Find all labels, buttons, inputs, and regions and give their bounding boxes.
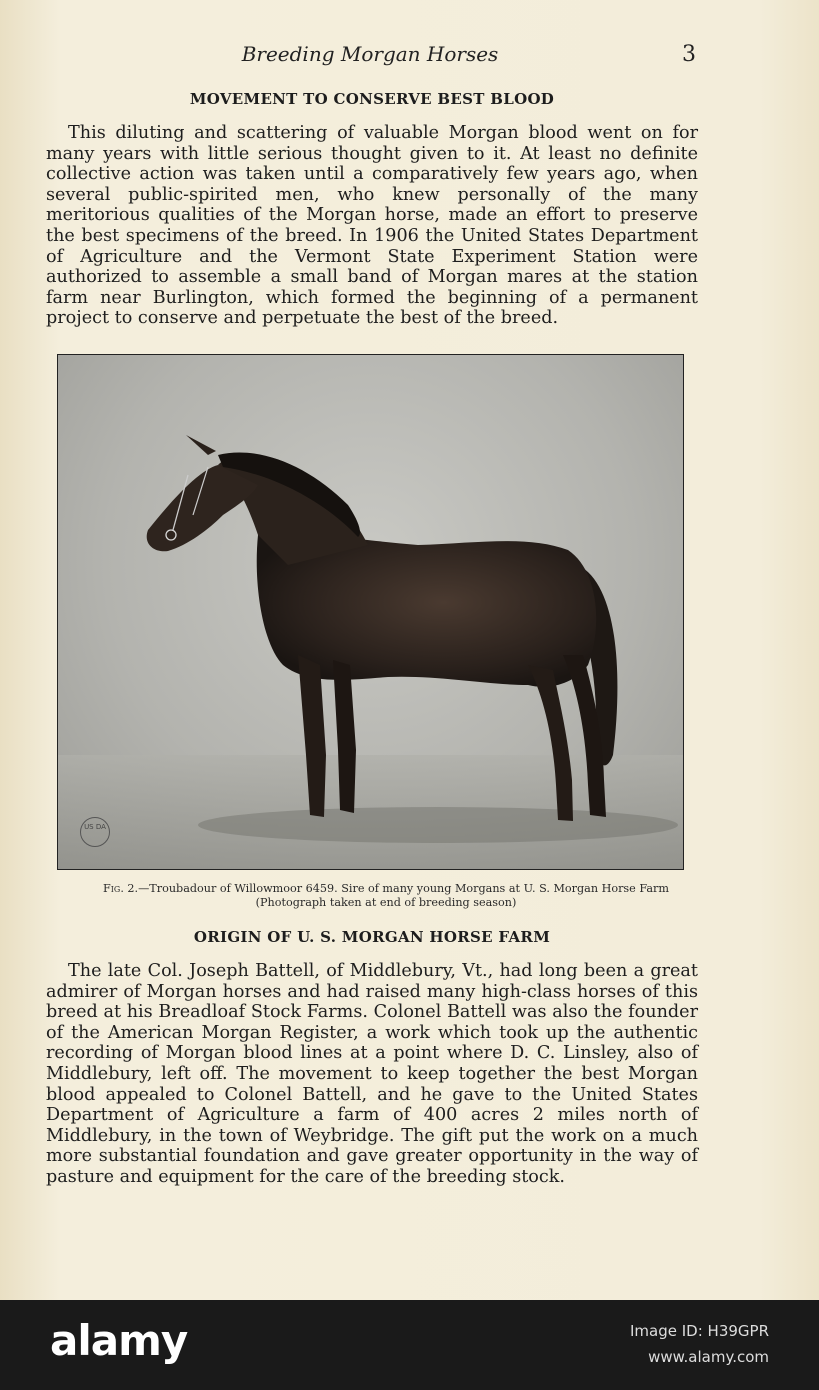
figure-caption-line1	[46, 882, 726, 895]
running-title: Breeding Morgan Horses	[241, 42, 499, 66]
usda-seal-icon: US DA	[80, 817, 110, 847]
figure-caption-line2: (Photograph taken at end of breeding season)	[255, 896, 517, 909]
paragraph-origin: The late Col. Joseph Battell, of Middlebury, Vt., had long been a great admirer of Morgan horses and had raised many high-class horses of this breed at his Breadloaf Stock Farms. Colonel Battell was also the founder of the American Morgan Register, a work which took up the authentic recording of Morgan blood lines at a point where D. C. Linsley, also of Middlebury, left off. The movement to keep together the best Morgan blood appealed to Colonel Battell, and he gave to the United States Department of Agriculture a farm of 400 acres 2 miles north of Middlebury, in the town of Weybridge. The gift put the work on a much more substantial foundation and gave greater opportunity in the way of pasture and equipment for the care of the breeding stock.	[46, 961, 698, 1187]
paragraph-conserve: This diluting and scattering of valuable Morgan blood went on for many years with little serious thought given to it. At least no definite collective action was taken until a comparatively few years ago, when several public-spirited men, who knew personally of the many meritorious qualities of the Morgan horse, made an effort to preserve the best specimens of the breed. In 1906 the United States Department of Agriculture and the Vermont State Experiment Station were authorized to assemble a small band of Morgan mares at the station farm near Burlington, which formed the beginning of a permanent project to conserve and perpetuate the best of the breed.	[46, 123, 698, 329]
image-id: Image ID: H39GPR	[630, 1322, 769, 1340]
figure-label: Fig. 2.	[103, 882, 139, 895]
horse-illustration	[58, 355, 684, 870]
watermark-url: www.alamy.com	[648, 1348, 769, 1366]
figure-caption-text: —Troubadour of Willowmoor 6459. Sire of many young Morgans at U. S. Morgan Horse Farm	[138, 882, 669, 895]
section-title-origin: ORIGIN OF U. S. MORGAN HORSE FARM	[193, 928, 551, 946]
page-number: 3	[682, 42, 696, 67]
horse-photograph	[57, 354, 684, 870]
alamy-logo: alamy	[50, 1316, 188, 1365]
section-title-conserve: MOVEMENT TO CONSERVE BEST BLOOD	[189, 90, 555, 108]
watermark-banner	[0, 1300, 819, 1390]
